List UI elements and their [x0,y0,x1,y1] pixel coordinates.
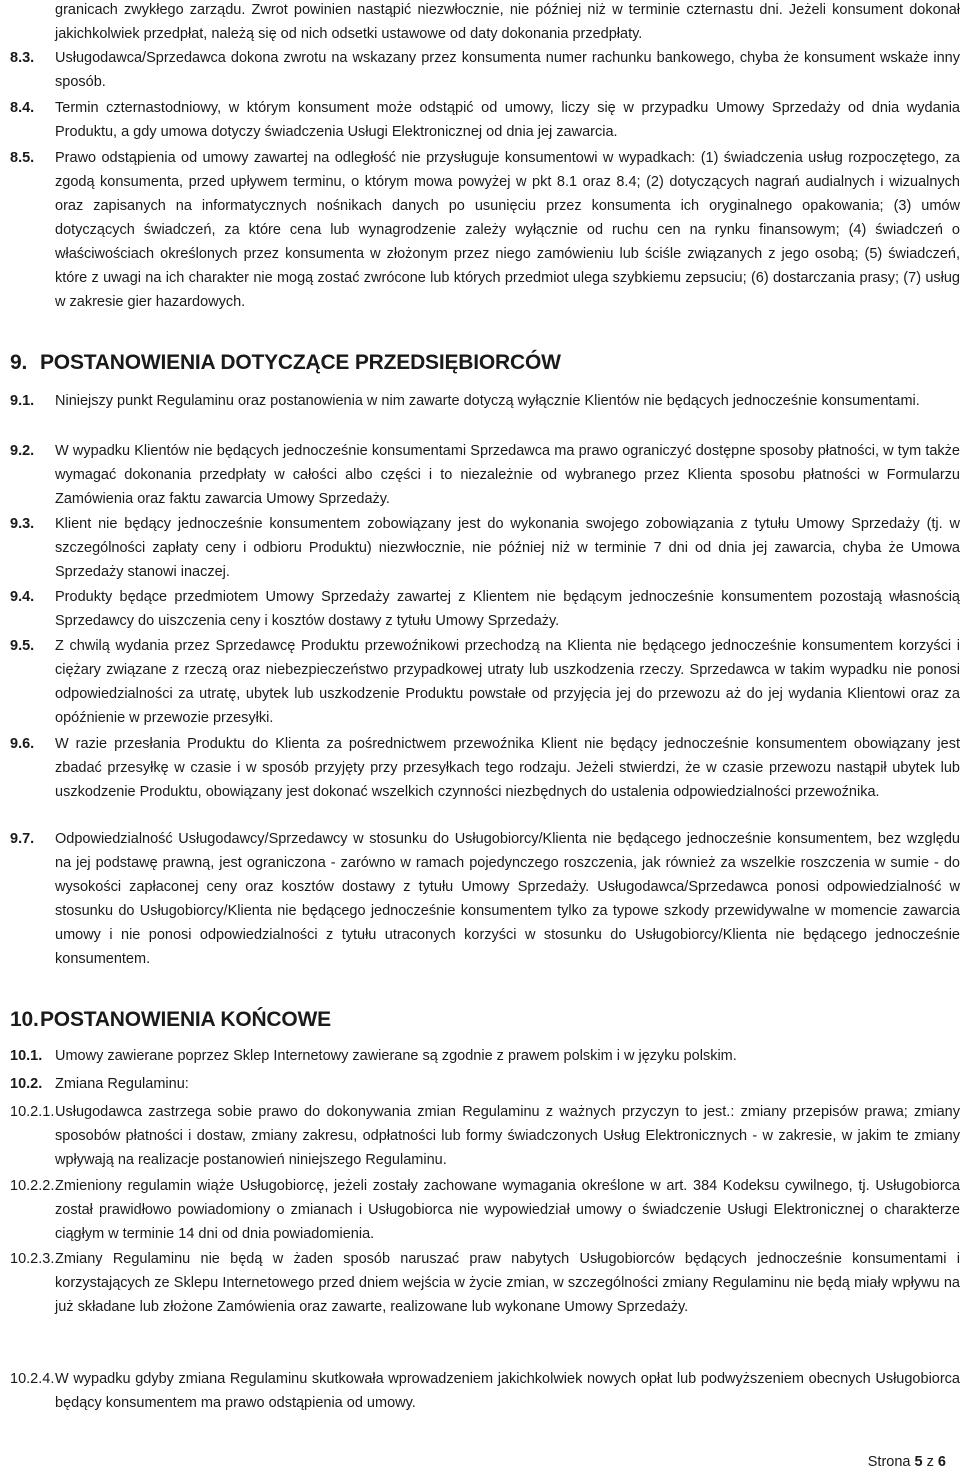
item-number: 10.2. [10,1076,43,1092]
item-number: 10.2.4. [10,1371,55,1387]
item-number: 8.5. [10,150,35,166]
item-text: Zmiany Regulaminu nie będą w żaden sposób naruszać praw nabytych Usługobiorców będących jednocześnie konsumentami i korzystających ze Sklepu Internetowego przed dniem wejścia w życie zmian, w szczególności zmiany Regulaminu nie będą miały wpływu na już składane lub złożone Zamówienia oraz zawarte, realizowane lub wykonane Umowy Sprzedaży. [55,1251,960,1315]
item-text: Termin czternastodniowy, w którym konsument może odstąpić od umowy, liczy się w przypadku Umowy Sprzedaży od dnia wydania Produktu, a gdy umowa dotyczy świadczenia Usługi Elektronicznej od dnia jej zawarcia. [55,100,960,140]
item-text: Z chwilą wydania przez Sprzedawcę Produktu przewoźnikowi przechodzą na Klienta nie będącego jednocześnie konsumentem korzyści i ciężary związane z rzeczą oraz niebezpieczeństwo przypadkowej utraty lub uszkodzenia rzeczy. Sprzedawca w takim wypadku nie ponosi odpowiedzialności za utratę, ubytek lub uszkodzenie Produktu powstałe od przyjęcia jej do przewozu aż do jej wydania Klientowi oraz za opóźnienie w przewozie przesyłki. [55,638,960,726]
item-number: 9.7. [10,831,35,847]
item-text: Usługodawca zastrzega sobie prawo do dokonywania zmian Regulaminu z ważnych przyczyn to jest.: zmiany przepisów prawa; zmiany sposobów płatności i dostaw, zmiany zakresu, odpłatności lub formy świadczonych Usług Elektronicznych - w zakresie, w jakim te zmiany wpływają na realizacje postanowień niniejszego Regulaminu. [55,1104,960,1168]
item-number: 8.4. [10,100,35,116]
heading-number: 9. [10,351,28,374]
item-number: 10.2.2. [10,1178,55,1194]
item-number: 8.3. [10,50,35,66]
total-pages-number: 6 [937,1454,946,1470]
item-number: 9.2. [10,443,35,459]
item-number: 9.6. [10,736,35,752]
current-page-number: 5 [914,1454,923,1470]
item-number: 10.1. [10,1048,43,1064]
item-text: Klient nie będący jednocześnie konsumentem zobowiązany jest do wykonania swojego zobowiązania z tytułu Umowy Sprzedaży (tj. w szczególności zapłaty ceny i odbioru Produktu) niezwłocznie, nie później niż w terminie 7 dni od dnia jej zawarcia, chyba że Umowa Sprzedaży stanowi inaczej. [55,516,960,580]
item-text: Prawo odstąpienia od umowy zawartej na odległość nie przysługuje konsumentowi w wypadkach: (1) świadczenia usług rozpoczętego, za zgodą konsumenta, przed upływem terminu, o którym mowa powyżej w pkt 8.1 oraz 8.4; (2) dotyczących nagrań audialnych i wizualnych oraz zapisanych na informatycznych nośnikach danych po usunięciu przez konsumenta ich oryginalnego opakowania; (3) umów dotyczących świadczeń, za które cena lub wynagrodzenie zależy wyłącznie od ruchu cen na rynku finansowym; (4) świadczeń o właściwościach określonych przez konsumenta w złożonym przez niego zamówieniu lub ściśle związanych z jego osobą; (5) świadczeń, które z uwagi na ich charakter nie mogą zostać zwrócone lub których przedmiot ulega szybkiemu zepsuciu; (6) dostarczania prasy; (7) usług w zakresie gier hazardowych. [55,150,960,310]
item-text: W wypadku Klientów nie będących jednocześnie konsumentami Sprzedawca ma prawo ograniczyć dostępne sposoby płatności, w tym także wymagać dokonania przedpłaty w całości albo części i to niezależnie od wybranego przez Klienta sposobu płatności w Formularzu Zamówienia oraz faktu zawarcia Umowy Sprzedaży. [55,443,960,507]
section-heading-9 [10,349,960,377]
item-number: 10.2.3. [10,1251,55,1267]
item-text: Niniejszy punkt Regulaminu oraz postanowienia w nim zawarte dotyczą wyłącznie Klientów nie będących jednocześnie konsumentami. [55,393,920,409]
page-label: Strona [867,1454,911,1470]
item-text: W wypadku gdyby zmiana Regulaminu skutkowała wprowadzeniem jakichkolwiek nowych opłat lub podwyższeniem obecnych Usługobiorca będący konsumentem ma prawo odstąpienia od umowy. [55,1371,960,1411]
item-number: 10.2.1. [10,1104,55,1120]
heading-title: POSTANOWIENIA DOTYCZĄCE PRZEDSIĘBIORCÓW [40,351,561,374]
item-text: Usługodawca/Sprzedawca dokona zwrotu na wskazany przez konsumenta numer rachunku bankowego, chyba że konsument wskaże inny sposób. [55,50,960,90]
item-number: 9.4. [10,589,35,605]
intro-paragraph: granicach zwykłego zarządu. Zwrot powinien nastąpić niezwłocznie, nie później niż w terminie czternastu dni. Jeżeli konsument dokonał jakichkolwiek przedpłat, należą się od nich odsetki ustawowe od daty dokonania przedpłaty. [55,2,960,42]
item-number: 9.1. [10,393,35,409]
section-heading-10 [10,1006,960,1034]
page-of-label: z [926,1454,934,1470]
item-text: Odpowiedzialność Usługodawcy/Sprzedawcy w stosunku do Usługobiorcy/Klienta nie będącego jednocześnie konsumentem, bez względu na jej podstawę prawną, jest ograniczona - zarówno w ramach pojedynczego roszczenia, jak również za wszelkie roszczenia w sumie - do wysokości zapłaconej ceny oraz kosztów dostawy z tytułu Umowy Sprzedaży. Usługodawca/Sprzedawca ponosi odpowiedzialność w stosunku do Usługobiorcy/Klienta nie będącego jednocześnie konsumentem tylko za typowe szkody przewidywalne w momencie zawarcia umowy i nie ponosi odpowiedzialności z tytułu utraconych korzyści w stosunku do Usługobiorcy/Klienta nie będącego jednocześnie konsumentem. [55,831,960,967]
page-number-footer [868,1453,946,1471]
item-text: W razie przesłania Produktu do Klienta za pośrednictwem przewoźnika Klient nie będący jednocześnie konsumentem obowiązany jest zbadać przesyłkę w czasie i w sposób przyjęty przy przesyłkach tego rodzaju. Jeżeli stwierdzi, że w czasie przewozu nastąpił ubytek lub uszkodzenie Produktu, obowiązany jest dokonać wszelkich czynności niezbędnych do ustalenia odpowiedzialności przewoźnika. [55,736,960,800]
heading-number: 10. [10,1008,39,1031]
item-text: Produkty będące przedmiotem Umowy Sprzedaży zawartej z Klientem nie będącym jednocześnie konsumentem pozostają własnością Sprzedawcy do uiszczenia ceny i kosztów dostawy z tytułu Umowy Sprzedaży. [55,589,960,629]
item-number: 9.5. [10,638,35,654]
item-text: Umowy zawierane poprzez Sklep Internetowy zawierane są zgodnie z prawem polskim i w języku polskim. [55,1048,737,1064]
item-text: Zmiana Regulaminu: [55,1076,189,1092]
item-text: Zmieniony regulamin wiąże Usługobiorcę, jeżeli zostały zachowane wymagania określone w art. 384 Kodeksu cywilnego, tj. Usługobiorca został prawidłowo powiadomiony o zmianach i Usługobiorca nie wypowiedział umowy o świadczenie Usługi Elektronicznej o charakterze ciągłym w terminie 14 dni od dnia powiadomienia. [55,1178,960,1242]
item-number: 9.3. [10,516,35,532]
heading-title: POSTANOWIENIA KOŃCOWE [40,1008,331,1031]
